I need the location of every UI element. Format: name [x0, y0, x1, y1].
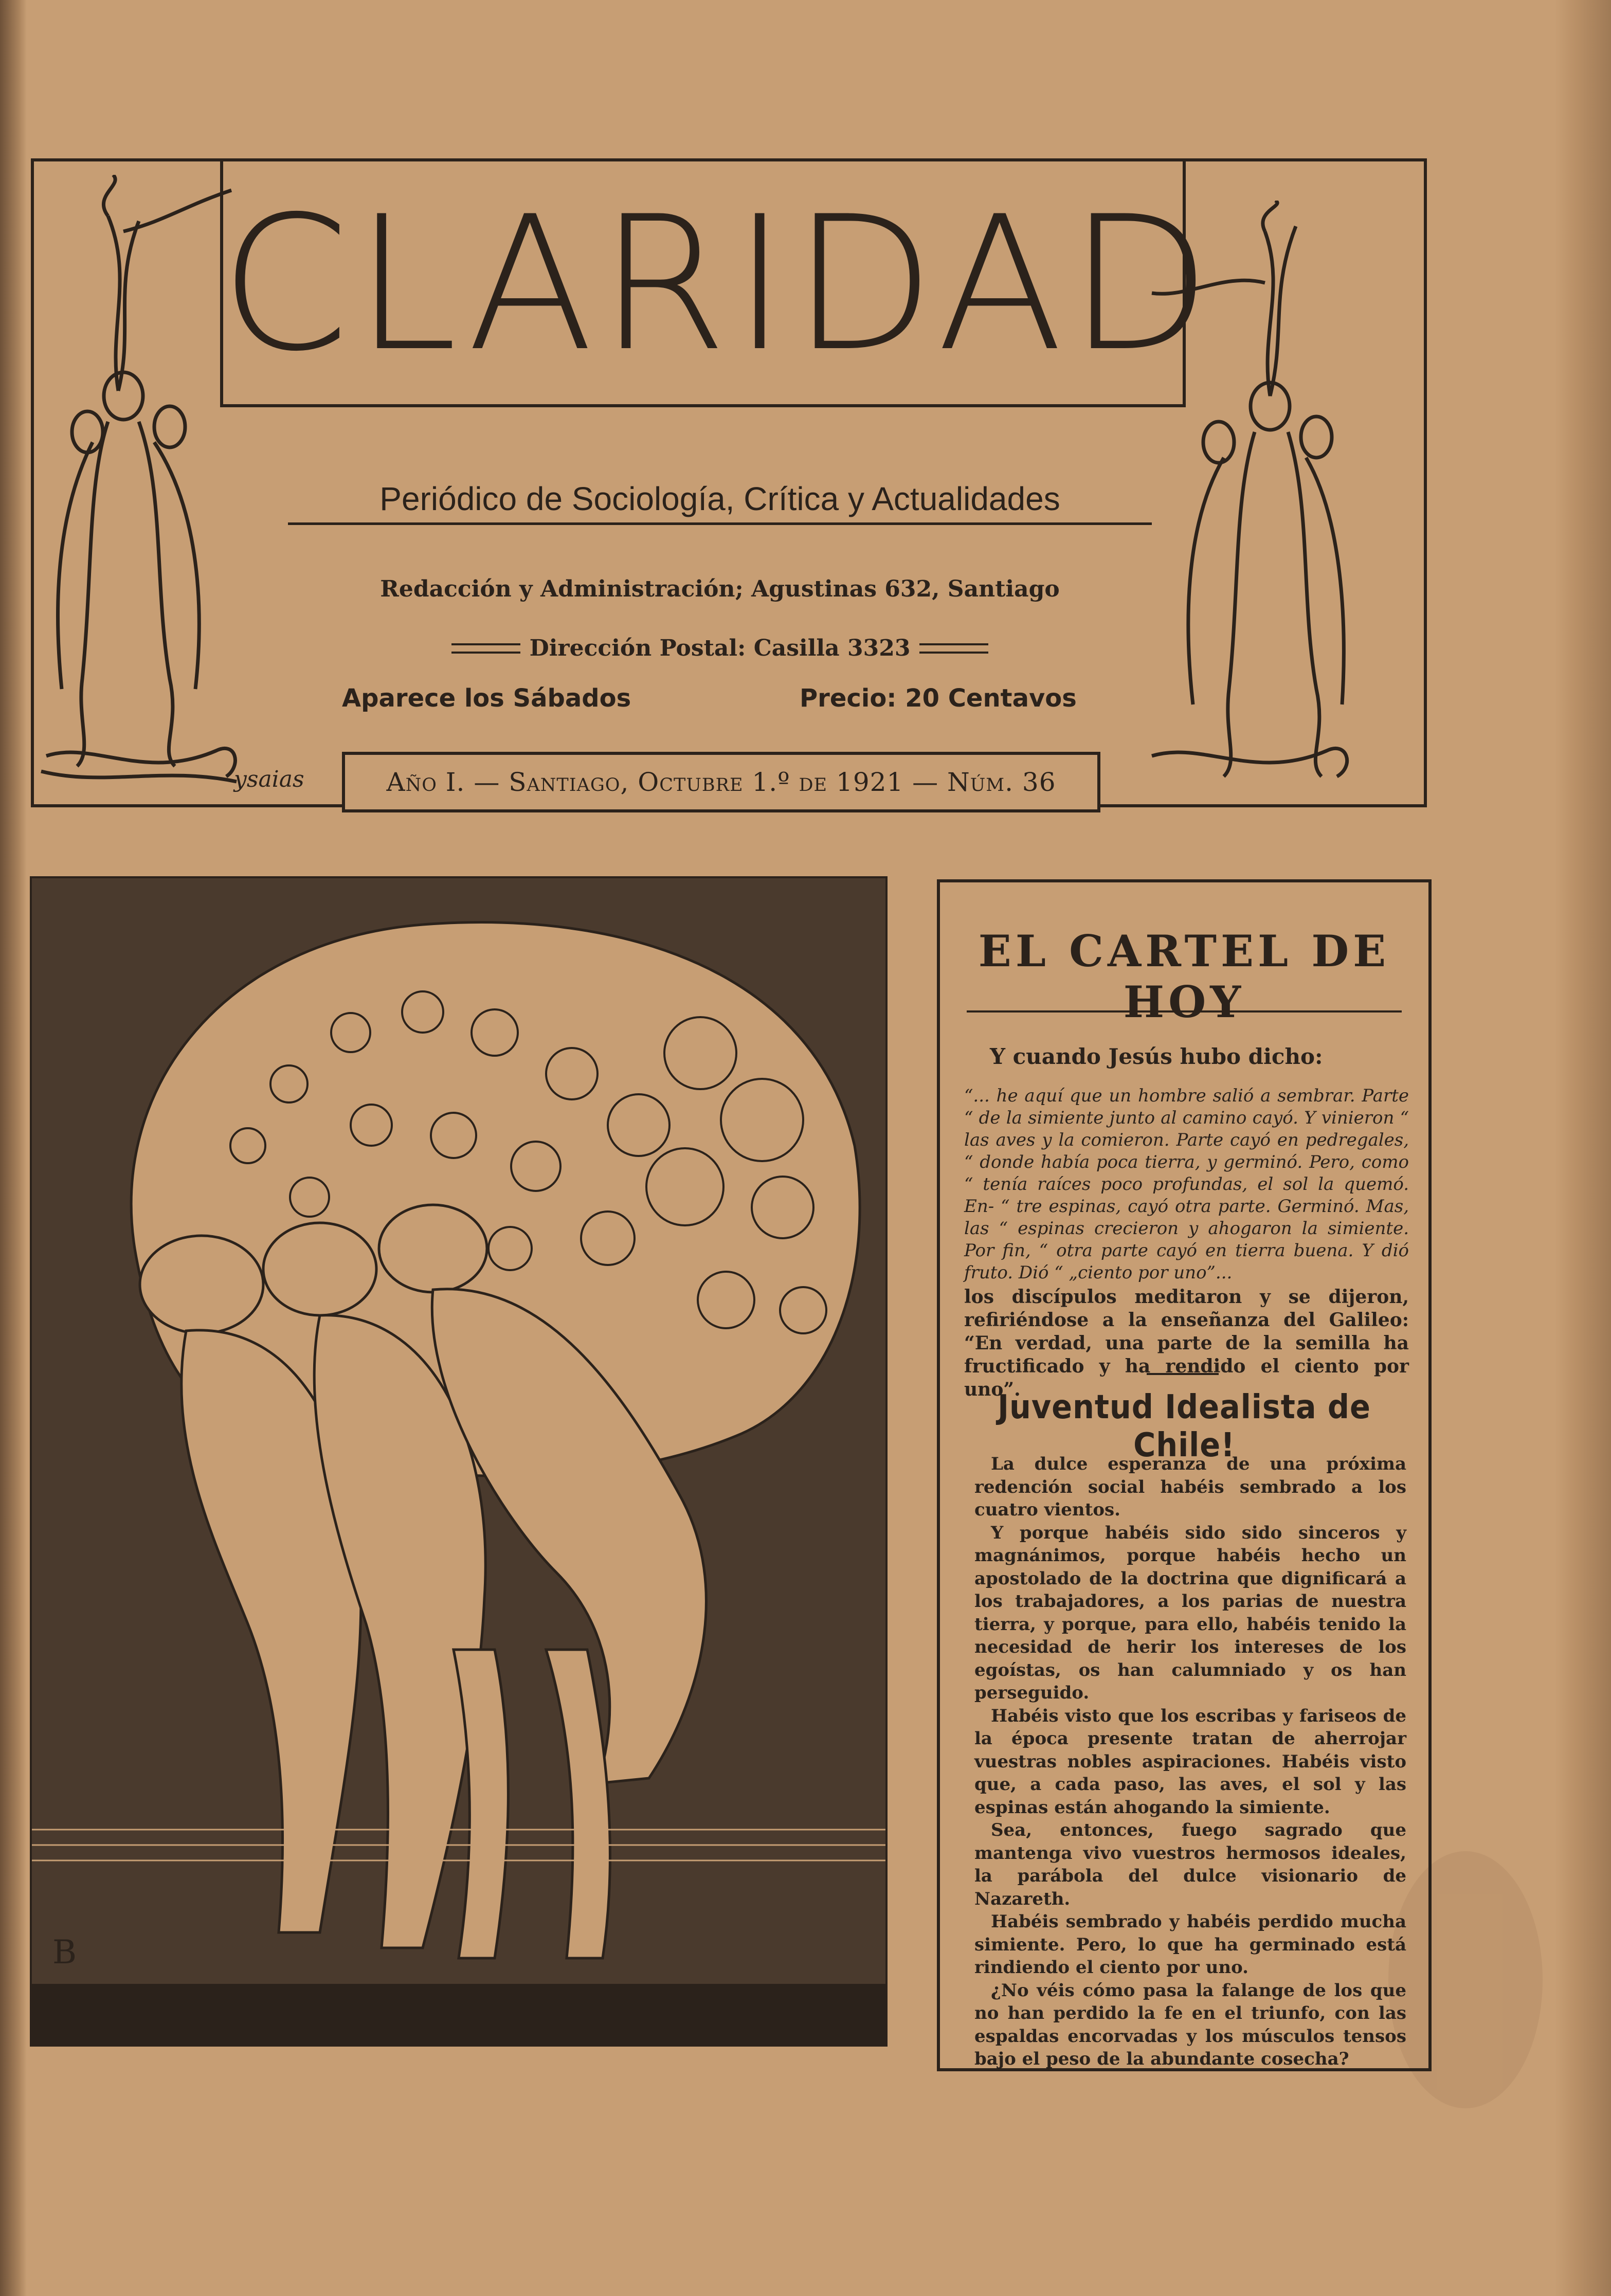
- postal-row: [442, 635, 998, 661]
- juventud-body: [974, 1453, 1406, 2071]
- address-line: Redacción y Administración; Agustinas 632, Santiago: [380, 576, 1060, 602]
- parable-continuation: los discípulos meditaron y se dijeron, refiriéndose a la enseñanza del Galileo: “En verdad, una parte de la semilla ha fructificado y ha rendido el ciento por uno”.: [964, 1286, 1409, 1400]
- left-torch-figures-illustration: [31, 175, 247, 792]
- issue-line: Año I. — Santiago, Octubre 1.º de 1921 — Núm. 36: [342, 752, 1100, 812]
- price: Precio: 20 Centavos: [800, 684, 1077, 713]
- newspaper-title: CLARIDAD: [220, 176, 1217, 392]
- paragraph: Sea, entonces, fuego sagrado que mantenga vivo vuestros hermosos ideales, la parábola del dulce visionario de Nazareth.: [974, 1820, 1406, 1909]
- section-divider: [1147, 1373, 1219, 1375]
- newspaper-subtitle: Periódico de Sociología, Crítica y Actualidades: [288, 478, 1152, 525]
- paragraph: Habéis sembrado y habéis perdido mucha simiente. Pero, lo que ha germinado está rindiendo el ciento por uno.: [974, 1911, 1406, 1978]
- page-spine: [0, 0, 27, 2296]
- cartel-intro: Y cuando Jesús hubo dicho:: [990, 1044, 1323, 1069]
- parable-quote: “... he aquí que un hombre salió a sembrar. Parte “ de la simiente junto al camino cayó. Y vinieron “ las aves y la comieron. Parte cayó en pedregales, “ donde había poca tierra, y germinó. Pero, como “ tenía raíces poco profundas, el sol la quemó. En- “ tre espinas, cayó otra parte. Germinó. Mas, las “ espinas crecieron y ahogaron la simiente. Por fin, “ otra parte cayó en tierra buena. Y dió fruto. Dió “ „ciento por uno”...: [964, 1086, 1409, 1283]
- paragraph: La dulce esperanza de una próxima redención social habéis sembrado a los cuatro vientos.: [974, 1454, 1406, 1520]
- publication-frequency: Aparece los Sábados: [342, 684, 631, 713]
- fruit-bearers-drawing: [32, 878, 888, 2047]
- paragraph: Habéis visto que los escribas y fariseos de la época presente tratan de aherrojar vuestras nobles aspiraciones. Habéis visto que, a cada paso, las aves, el sol y las espinas están ahogando la simiente.: [974, 1705, 1406, 1818]
- double-rule-right: [919, 643, 988, 654]
- cartel-title: EL CARTEL DE HOY: [978, 926, 1390, 1027]
- cover-illustration: [30, 876, 888, 2047]
- page-edge: [1554, 0, 1611, 2296]
- postal-address: Dirección Postal: Casilla 3323: [529, 635, 911, 661]
- illustration-signature: B: [52, 1933, 77, 1972]
- artist-signature: ysaias: [234, 766, 304, 792]
- cartel-title-rule: [967, 1010, 1402, 1013]
- paragraph: ¿No véis cómo pasa la falange de los que no han perdido la fe en el triunfo, con las espaldas encorvadas y los músculos tensos bajo el peso de la abundante cosecha?: [974, 1980, 1406, 2069]
- juventud-heading: Juventud Idealista de Chile!: [998, 1388, 1371, 1465]
- right-torch-figures-illustration: [1142, 201, 1357, 792]
- double-rule-left: [451, 643, 520, 654]
- paragraph: Y porque habéis sido sido sinceros y magnánimos, porque habéis hecho un apostolado de la doctrina que dignificará a los trabajadores, a los parias de nuestra tierra, y porque, para ello, habéis tenido la necesidad de herir los intereses de los egoístas, os han calumniado y os han perseguido.: [974, 1522, 1406, 1703]
